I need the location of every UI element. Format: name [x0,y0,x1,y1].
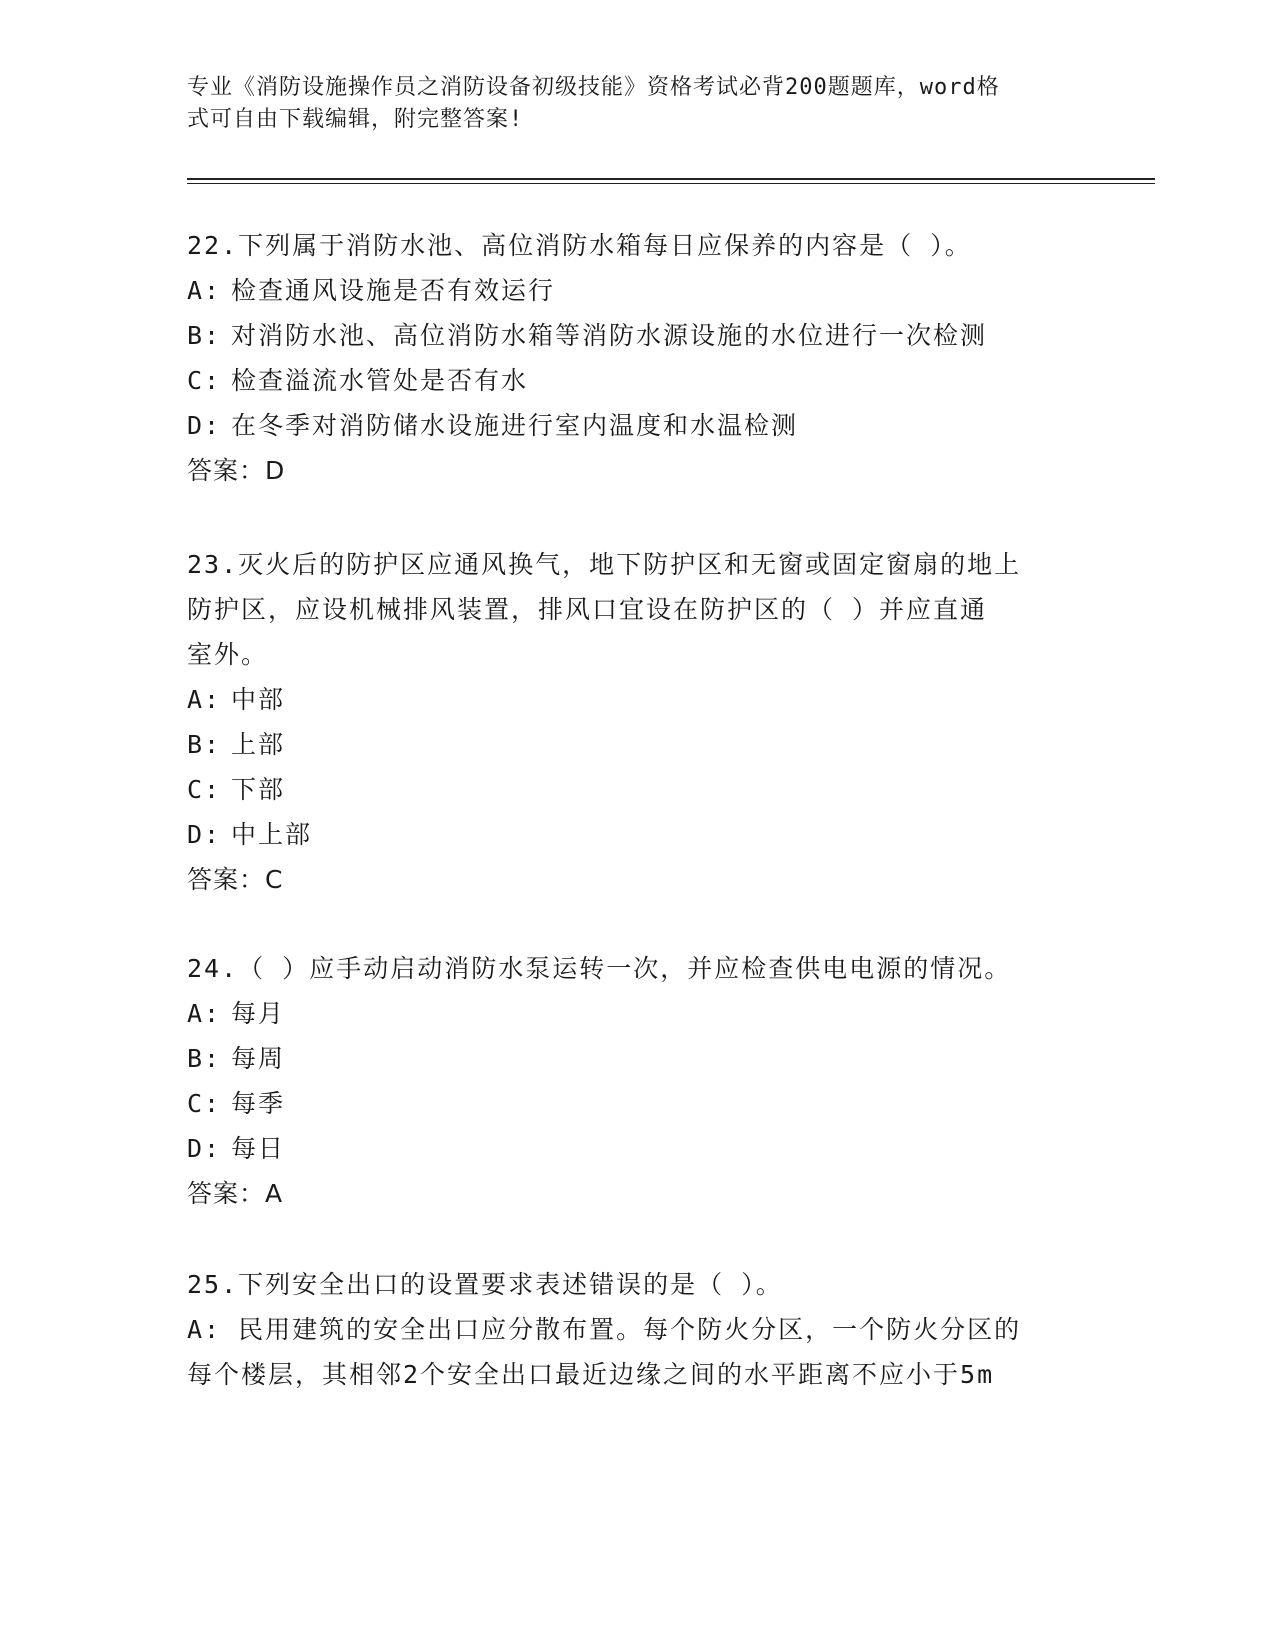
option-c [187,1081,1087,1126]
option-key: C: [187,775,222,804]
option-text: 每季 [231,1089,286,1118]
option-text: 检查通风设施是否有效运行 [231,276,556,305]
option-a [187,268,1087,313]
option-text: 检查溢流水管处是否有水 [231,366,529,395]
option-key: B: [187,730,222,759]
answer: 答案：C [187,865,284,894]
option-text: 下部 [231,775,286,804]
option-key: C: [187,1089,222,1118]
option-b [187,722,1087,767]
question-stem: 22.下列属于消防水池、高位消防水箱每日应保养的内容是（ ）。 [187,231,972,260]
option-key: A: [187,276,222,305]
option-b [187,313,1087,358]
option-d [187,812,1087,857]
option-d [187,1126,1087,1171]
option-text: 每周 [231,1044,286,1073]
option-key: B: [187,321,222,350]
answer: 答案：D [187,456,286,485]
option-a [187,991,1087,1036]
option-text: 中部 [231,685,286,714]
header-line-1: 专业《消防设施操作员之消防设备初级技能》资格考试必背200题题库，word格 [187,75,1000,100]
header-divider-thick [187,178,1155,180]
option-key: D: [187,1134,222,1163]
option-c [187,358,1087,403]
question-stem-line-1: 23.灭火后的防护区应通风换气，地下防护区和无窗或固定窗扇的地上 [187,550,1022,579]
option-b [187,1036,1087,1081]
header-divider-thin [187,183,1155,184]
question-stem: 25.下列安全出口的设置要求表述错误的是（ ）。 [187,1270,783,1299]
option-c [187,767,1087,812]
question-24 [187,946,1087,1216]
option-text: 上部 [231,730,286,759]
question-stem-line-2: 防护区，应设机械排风装置，排风口宜设在防护区的（ ）并应直通 [187,595,988,624]
document-header [187,72,1067,136]
option-text: 对消防水池、高位消防水箱等消防水源设施的水位进行一次检测 [231,321,988,350]
question-22 [187,223,1087,493]
question-25 [187,1262,1087,1397]
option-text: 中上部 [231,820,313,849]
option-key: C: [187,366,222,395]
option-text: 每日 [231,1134,286,1163]
option-key: A: [187,999,222,1028]
option-a-line-1: A: 民用建筑的安全出口应分散布置。每个防火分区，一个防火分区的 [187,1315,1022,1344]
option-d [187,403,1087,448]
option-key: D: [187,411,222,440]
question-stem: 24.（ ）应手动启动消防水泵运转一次，并应检查供电电源的情况。 [187,954,1012,983]
option-a [187,677,1087,722]
option-a-line-2: 每个楼层，其相邻2个安全出口最近边缘之间的水平距离不应小于5m [187,1360,995,1389]
option-key: A: [187,685,222,714]
option-key: B: [187,1044,222,1073]
option-key: D: [187,820,222,849]
option-text: 每月 [231,999,286,1028]
question-23 [187,542,1087,902]
option-text: 在冬季对消防储水设施进行室内温度和水温检测 [231,411,799,440]
header-line-2: 式可自由下载编辑，附完整答案! [187,107,524,132]
question-stem-line-3: 室外。 [187,640,269,669]
answer: 答案：A [187,1179,284,1208]
